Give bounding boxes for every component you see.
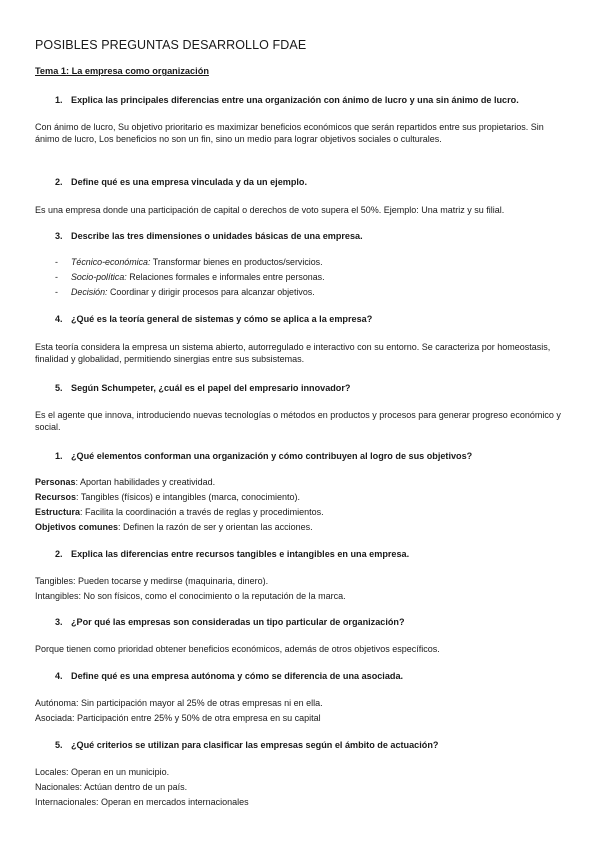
question-number: 2. [55, 549, 63, 559]
question-number: 4. [55, 314, 63, 324]
answer-paragraph: Porque tienen como prioridad obtener beneficios económicos, además de otros objetivos específicos. [35, 644, 440, 654]
question-heading [55, 314, 372, 324]
question-number: 2. [55, 177, 63, 187]
bullet-item: - Decisión: Coordinar y dirigir procesos para alcanzar objetivos. [55, 287, 315, 297]
answer-line: Internacionales: Operan en mercados internacionales [35, 797, 249, 807]
definition-text: : Aportan habilidades y creatividad. [75, 477, 216, 487]
answer-paragraph: Es el agente que innova, introduciendo nuevas tecnologías o métodos en productos y procesos para generar progreso económico y social. [35, 410, 561, 433]
answer-line: Intangibles: No son físicos, como el conocimiento o la reputación de la marca. [35, 591, 346, 601]
definition-text: : Tangibles (físicos) e intangibles (marca, conocimiento). [76, 492, 300, 502]
answer-line: Asociada: Participación entre 25% y 50% de otra empresa en su capital [35, 713, 321, 723]
answer-paragraph: Con ánimo de lucro, Su objetivo prioritario es maximizar beneficios económicos que serán repartidos entre sus propietarios. Sin ánimo de lucro, Los beneficios no son un fin, sino un medio para lograr objetivos sociales o culturales. [35, 122, 544, 145]
answer-line: Locales: Operan en un municipio. [35, 767, 170, 777]
definition-term: Recursos [35, 492, 77, 502]
question-number: 1. [55, 95, 63, 105]
definition-item [35, 507, 324, 517]
bullet-term: Técnico-económica: [71, 257, 151, 267]
question-text: ¿Por qué las empresas son consideradas un tipo particular de organización? [71, 617, 405, 627]
definition-item [35, 522, 313, 532]
question-heading [55, 177, 307, 187]
answer-line: Tangibles: Pueden tocarse y medirse (maquinaria, dinero). [35, 576, 269, 586]
question-text: ¿Qué criterios se utilizan para clasificar las empresas según el ámbito de actuación? [71, 740, 439, 750]
definition-item [35, 477, 215, 487]
question-heading [55, 231, 363, 241]
question-number: 1. [55, 451, 63, 461]
question-text: Explica las principales diferencias entre una organización con ánimo de lucro y una sin ánimo de lucro. [71, 95, 519, 105]
answer-paragraph: Esta teoría considera la empresa un sistema abierto, autorregulado e interactivo con su entorno. Se caracteriza por homeostasis, finalidad y globalidad, permitiendo sinergias entre sus subsistemas. [35, 342, 551, 365]
question-number: 4. [55, 671, 63, 681]
question-text: Define qué es una empresa autónoma y cómo se diferencia de una asociada. [71, 671, 404, 681]
answer-line: Nacionales: Actúan dentro de un país. [35, 782, 188, 792]
bullet-term: Decisión: [71, 287, 108, 297]
definition-term: Estructura [35, 507, 81, 517]
bullet-text: Coordinar y dirigir procesos para alcanzar objetivos. [107, 287, 315, 297]
question-number: 3. [55, 617, 63, 627]
question-text: Explica las diferencias entre recursos tangibles e intangibles en una empresa. [71, 549, 410, 559]
bullet-text: Transformar bienes en productos/servicios. [150, 257, 323, 267]
question-number: 3. [55, 231, 63, 241]
definition-text: : Definen la razón de ser y orientan las acciones. [118, 522, 313, 532]
question-text: Describe las tres dimensiones o unidades básicas de una empresa. [71, 231, 363, 241]
answer-line: Autónoma: Sin participación mayor al 25% de otras empresas ni en ella. [35, 698, 323, 708]
question-text: ¿Qué elementos conforman una organización y cómo contribuyen al logro de sus objetivos? [71, 451, 473, 461]
document-title: POSIBLES PREGUNTAS DESARROLLO FDAE [35, 38, 307, 52]
topic-heading: Tema 1: La empresa como organización [35, 66, 209, 76]
question-text: Según Schumpeter, ¿cuál es el papel del empresario innovador? [71, 383, 351, 393]
bullet-text: Relaciones formales e informales entre personas. [126, 272, 325, 282]
question-heading [55, 95, 519, 105]
question-text: Define qué es una empresa vinculada y da un ejemplo. [71, 177, 308, 187]
question-heading [55, 740, 438, 750]
bullet-item: - Técnico-económica: Transformar bienes en productos/servicios. [55, 257, 323, 267]
definition-text: : Facilita la coordinación a través de reglas y procedimientos. [80, 507, 324, 517]
question-heading [55, 549, 409, 559]
question-number: 5. [55, 740, 63, 750]
question-text: ¿Qué es la teoría general de sistemas y cómo se aplica a la empresa? [71, 314, 373, 324]
definition-term: Personas [35, 477, 76, 487]
question-heading [55, 671, 403, 681]
question-heading [55, 383, 350, 393]
definition-term: Objetivos comunes [35, 522, 119, 532]
question-heading [55, 451, 472, 461]
bullet-item: - Socio-política: Relaciones formales e informales entre personas. [55, 272, 325, 282]
question-number: 5. [55, 383, 63, 393]
answer-paragraph: Es una empresa donde una participación de capital o derechos de voto supera el 50%. Ejemplo: Una matriz y su filial. [35, 205, 505, 215]
bullet-term: Socio-política: [71, 272, 127, 282]
definition-item [35, 492, 300, 502]
question-heading [55, 617, 405, 627]
